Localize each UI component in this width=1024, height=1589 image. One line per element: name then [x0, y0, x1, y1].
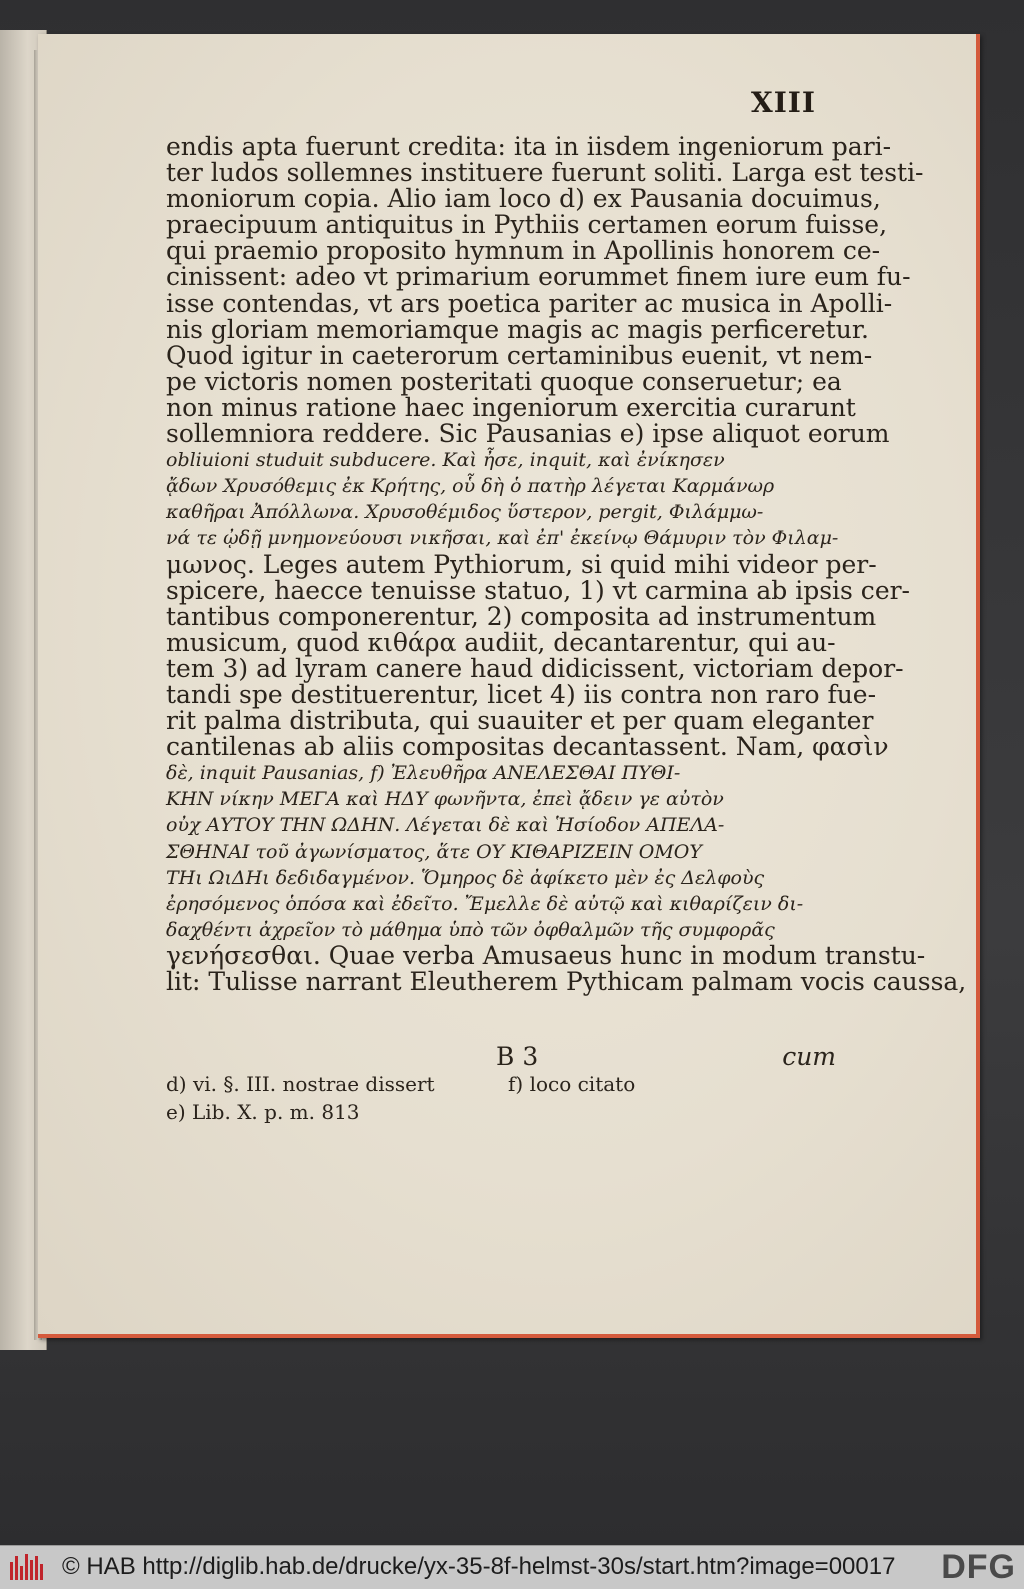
text-line: praecipuum antiquitus in Pythiis certamen eorum fuisse, — [166, 210, 888, 240]
text-line: tem 3) ad lyram canere haud didicissent, victoriam depor- — [166, 653, 904, 683]
text-line: non minus ratione haec ingeniorum exercitia curarunt — [166, 392, 856, 422]
text-line: cantilenas ab aliis compositas decantassent. Nam, φασὶν — [166, 732, 889, 762]
dfg-logo: DFG — [941, 1548, 1016, 1586]
hab-logo-icon — [10, 1554, 46, 1580]
text-line: lit: Tulisse narrant Eleutherem Pythicam palmam vocis caussa, — [166, 967, 967, 996]
text-line: tantibus componerentur, 2) composita ad instrumentum — [166, 601, 877, 631]
text-line: sollemniora reddere. Sic Pausanias e) ipse aliquot eorum — [166, 419, 890, 449]
text-line: καθῆραι Ἀπόλλωνα. Χρυσοθέμιδος ὕστερον, pergit, Φιλάμμω- — [166, 501, 764, 524]
text-line: ΤΗι ΩιΔΗι δεδιδαγμένον. Ὅμηρος δὲ ἀφίκετο μὲν ἐς Δελφοὺς — [166, 866, 765, 889]
footnote: d) vi. §. III. nostrae dissert — [166, 1072, 435, 1096]
text-line: ΚΗΝ νίκην ΜΕΓΑ καὶ ΗΔΥ φωνῆντα, ἐπεὶ ᾄδειν γε αὐτὸν — [166, 788, 724, 811]
text-line: δαχθέντι ἀχρεῖον τὸ μάθημα ὑπὸ τῶν ὀφθαλμῶν τῆς συμφορᾶς — [166, 918, 775, 941]
text-line: ΣΘΗΝΑΙ τοῦ ἀγωνίσματος, ἅτε ΟΥ ΚΙΘΑΡΙΖΕΙΝ ΟΜΟΥ — [166, 840, 702, 863]
footnote: f) loco citato — [508, 1072, 636, 1096]
page-number: XIII — [750, 86, 816, 119]
catchword: cum — [782, 1042, 836, 1071]
text-line: spicere, haecce tenuisse statuo, 1) vt carmina ab ipsis cer- — [166, 575, 911, 605]
signature-row — [166, 1042, 836, 1072]
text-line: isse contendas, vt ars poetica pariter ac musica in Apolli- — [166, 288, 893, 318]
text-line: ter ludos sollemnes instituere fuerunt soliti. Larga est testi- — [166, 158, 924, 188]
text-line: endis apta fuerunt credita: ita in iisdem ingeniorum pari- — [166, 132, 892, 161]
text-line: οὐχ ΑΥΤΟΥ ΤΗΝ ΩΔΗΝ. Λέγεται δὲ καὶ Ἡσίοδον ΑΠΕΛΑ- — [166, 814, 725, 837]
text-line: μωνος. Leges autem Pythiorum, si quid mihi videor per- — [166, 549, 877, 579]
text-line: musicum, quod κιθάρα audiit, decantarentur, qui au- — [166, 627, 836, 657]
footer-credit-link[interactable]: © HAB http://diglib.hab.de/drucke/yx-35-8f-helmst-30s/start.htm?image=00017 — [62, 1553, 896, 1580]
text-line: νά τε ᾠδῇ μνημονεύουσι νικῆσαι, καὶ ἐπ' ἐκείνῳ Θάμυριν τὸν Φιλαμ- — [166, 527, 839, 550]
text-line: obliuioni studuit subducere. Καὶ ἦσε, inquit, καὶ ἐνίκησεν — [166, 449, 725, 472]
text-line: γενήσεσθαι. Quae verba Amusaeus hunc in modum transtu- — [166, 940, 926, 970]
page-body-text — [166, 132, 967, 996]
text-line: Quod igitur in caeterorum certaminibus euenit, vt nem- — [166, 340, 873, 370]
footnote: e) Lib. X. p. m. 813 — [166, 1100, 360, 1124]
text-line: pe victoris nomen posteritati quoque conseruetur; ea — [166, 366, 842, 396]
text-line: qui praemio proposito hymnum in Apollinis honorem ce- — [166, 236, 881, 266]
text-line: nis gloriam memoriamque magis ac magis perficeretur. — [166, 314, 869, 344]
text-line: cinissent: adeo vt primarium eorummet finem iure eum fu- — [166, 262, 911, 292]
footnotes-left-column — [166, 1070, 435, 1126]
signature-mark: B 3 — [496, 1042, 539, 1071]
viewer-footer — [0, 1545, 1024, 1589]
text-line: moniorum copia. Alio iam loco d) ex Pausania docuimus, — [166, 184, 881, 214]
text-line: tandi spe destituerentur, licet 4) iis contra non raro fue- — [166, 679, 877, 709]
text-line: ᾄδων Χρυσόθεμις ἐκ Κρήτης, οὗ δὴ ὁ πατὴρ λέγεται Καρμάνωρ — [166, 475, 775, 498]
text-line: δὲ, inquit Pausanias, f) Ἐλευθῆρα ΑΝΕΛΕΣΘΑΙ ΠΥΘΙ- — [166, 762, 681, 785]
text-line: rit palma distributa, qui suauiter et per quam eleganter — [166, 706, 874, 736]
footnotes-right-column — [508, 1070, 635, 1098]
text-line: ἐρησόμενος ὁπόσα καὶ ἐδεῖτο. Ἔμελλε δὲ αὐτῷ καὶ κιθαρίζειν δι- — [166, 892, 804, 915]
